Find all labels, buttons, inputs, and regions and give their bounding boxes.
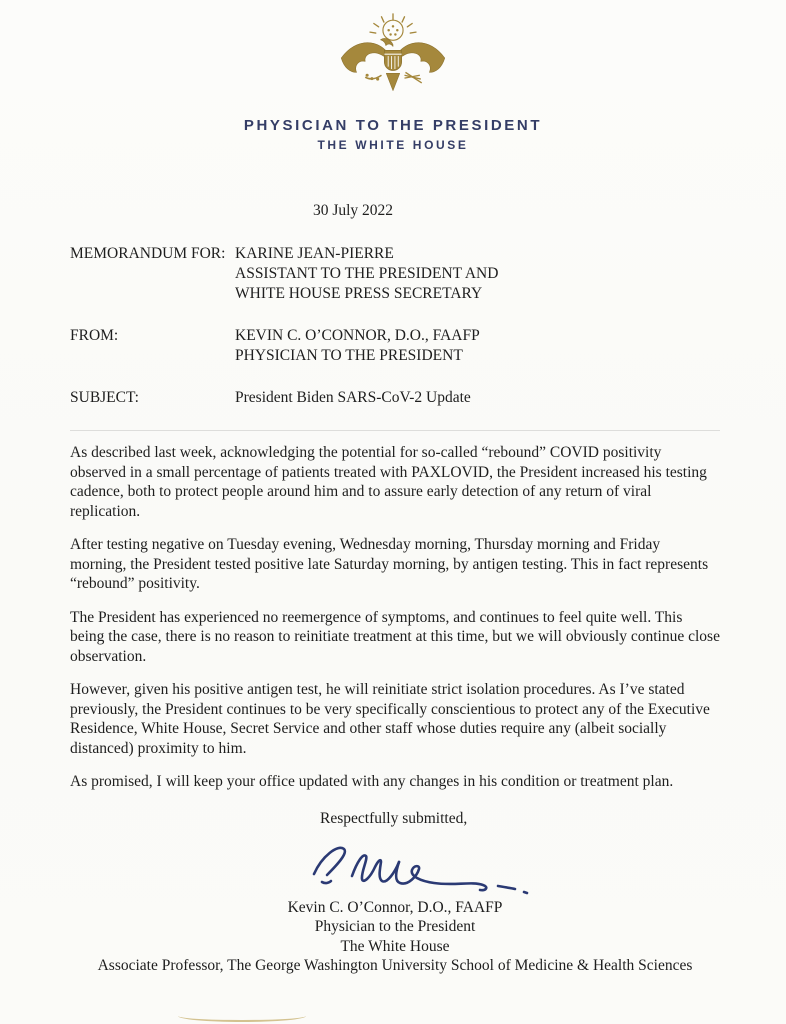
body-paragraph-3: The President has experienced no reemergence of symptoms, and continues to feel quite well. This being the case, there is no reason to reinitiate treatment at this time, but we will obviously continue close observation.: [70, 608, 720, 665]
memo-field-subject: [70, 388, 720, 408]
signer-name: Kevin C. O’Connor, D.O., FAAFP: [287, 898, 503, 916]
header-divider-line: [70, 430, 720, 431]
signer-title-3: Associate Professor, The George Washington University School of Medicine & Health Sciences: [97, 957, 693, 974]
memo-label-from: FROM:: [70, 327, 119, 344]
subject-text: President Biden SARS-CoV-2 Update: [235, 389, 471, 406]
letterhead-office-title: PHYSICIAN TO THE PRESIDENT: [243, 117, 543, 134]
letterhead-org-title: THE WHITE HOUSE: [317, 138, 469, 152]
memo-header-fields: [70, 244, 720, 408]
memo-field-from: [70, 326, 720, 366]
letterhead: [0, 0, 786, 152]
memo-content: [0, 202, 786, 976]
memo-recipient-block: [235, 244, 498, 304]
memo-field-to: [70, 244, 720, 304]
memo-subject-block: [235, 388, 471, 408]
body-paragraph-5: As promised, I will keep your office updated with any changes in his condition or treatment plan.: [70, 773, 674, 790]
memo-date: 30 July 2022: [312, 202, 394, 219]
sender-title: PHYSICIAN TO THE PRESIDENT: [235, 347, 463, 364]
presidential-eagle-seal-icon: [335, 12, 451, 109]
body-paragraph-1: As described last week, acknowledging the potential for so-called “rebound” COVID positivity observed in a small percentage of patients treated with PAXLOVID, the President increased his testing cadence, both to protect people around him and to assure early detection of any return of viral replication.: [70, 444, 707, 520]
recipient-name: KARINE JEAN-PIERRE: [235, 245, 394, 262]
signer-title-1: Physician to the President: [314, 918, 476, 935]
valediction: Respectfully submitted,: [320, 809, 468, 827]
recipient-title-2: WHITE HOUSE PRESS SECRETARY: [235, 285, 483, 302]
signer-title-2: The White House: [340, 937, 450, 955]
memo-sender-block: [235, 326, 480, 366]
body-paragraph-2: After testing negative on Tuesday evening, Wednesday morning, Thursday morning and Friday morning, the President tested positive late Saturday morning, by antigen testing. This in fact represents “rebound” positivity.: [70, 536, 709, 592]
memo-label-memorandum-for: MEMORANDUM FOR:: [70, 245, 226, 262]
embossed-seal-arc: [178, 1010, 306, 1022]
handwritten-signature-icon: [300, 834, 720, 896]
sender-name: KEVIN C. O’CONNOR, D.O., FAAFP: [235, 327, 480, 344]
signature-block: [70, 898, 720, 976]
memo-label-subject: SUBJECT:: [70, 389, 139, 406]
recipient-title-1: ASSISTANT TO THE PRESIDENT AND: [235, 265, 499, 282]
body-paragraph-4: However, given his positive antigen test, he will reinitiate strict isolation procedures. As I’ve stated previously, the President continues to be very specifically conscientious to protect any of the Executive Residence, White House, Secret Service and other staff whose duties require any (albeit socially distanced) proximity to him.: [70, 681, 710, 757]
